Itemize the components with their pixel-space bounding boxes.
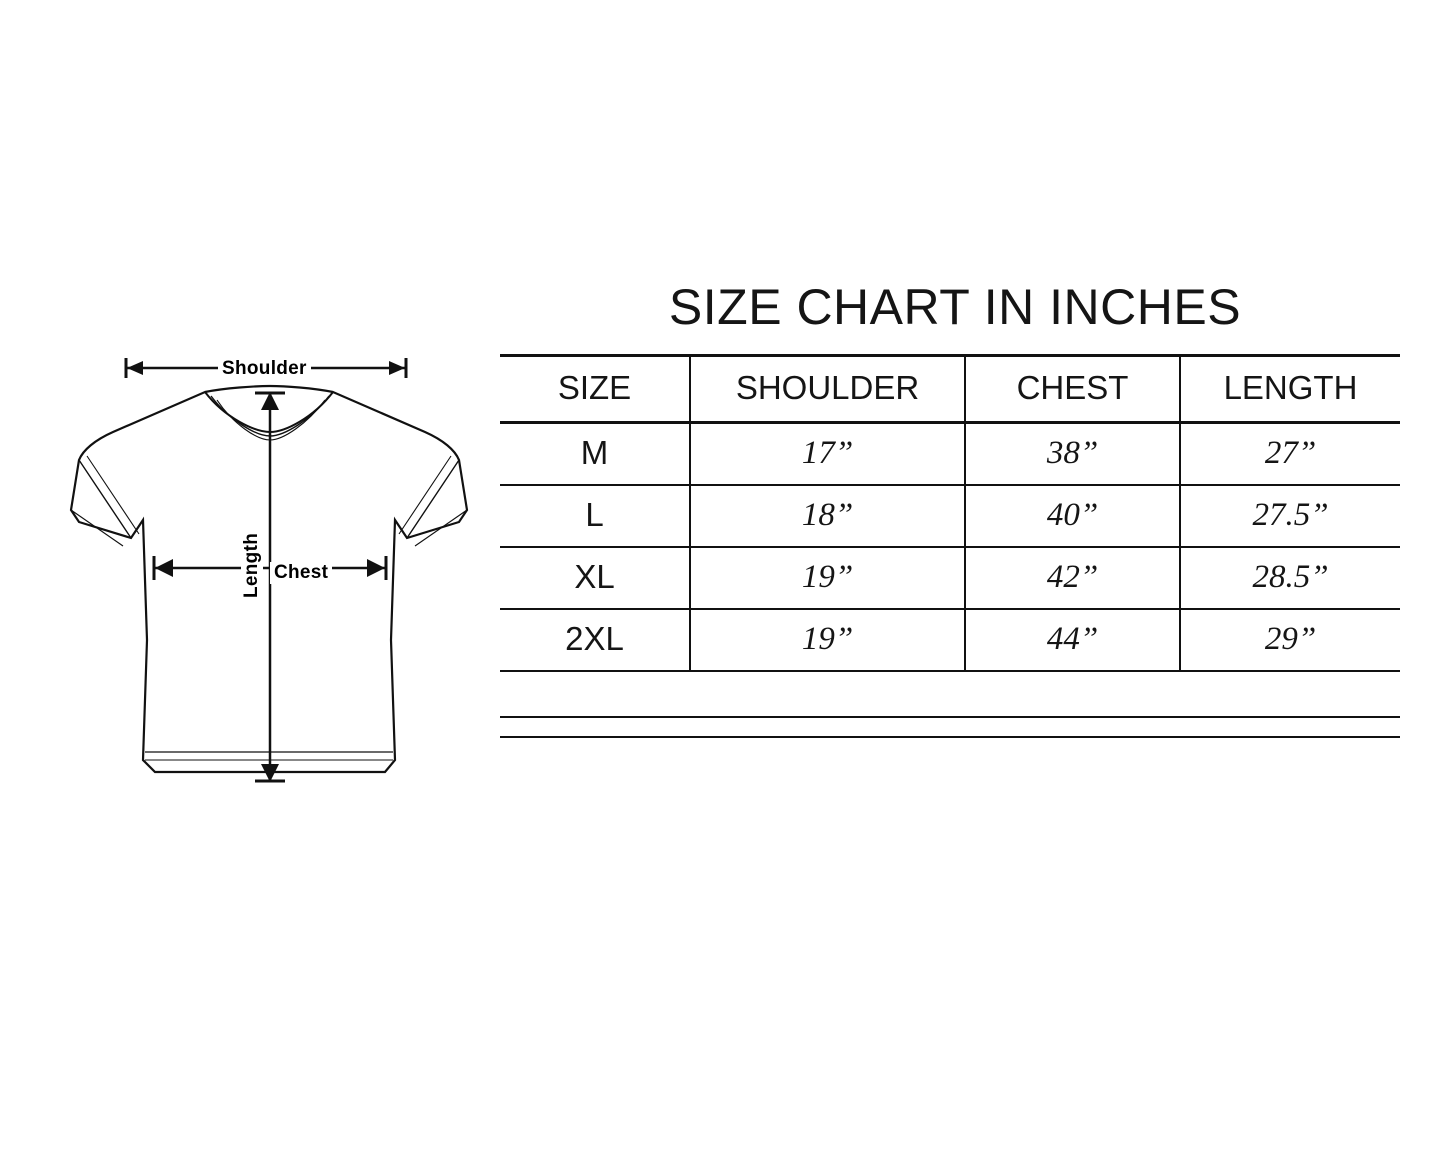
- table-row: [500, 423, 1400, 486]
- size-chart-panel: [500, 278, 1400, 798]
- column-header-size: SIZE: [500, 356, 690, 423]
- table-footer-rule-2: [500, 736, 1400, 738]
- cell-size: XL: [500, 547, 690, 609]
- cell-size: 2XL: [500, 609, 690, 671]
- tshirt-measurement-diagram: [55, 340, 485, 820]
- table-footer-rule-1: [500, 716, 1400, 718]
- column-header-shoulder: SHOULDER: [690, 356, 965, 423]
- cell-chest: 38”: [965, 423, 1180, 486]
- cell-size: M: [500, 423, 690, 486]
- table-row: [500, 609, 1400, 671]
- table-body: [500, 423, 1400, 672]
- table-row: [500, 547, 1400, 609]
- table-header: [500, 356, 1400, 423]
- cell-shoulder: 19”: [690, 547, 965, 609]
- cell-chest: 44”: [965, 609, 1180, 671]
- shoulder-dimension-label: Shoulder: [218, 358, 311, 380]
- column-header-chest: CHEST: [965, 356, 1180, 423]
- cell-shoulder: 19”: [690, 609, 965, 671]
- cell-chest: 42”: [965, 547, 1180, 609]
- chart-title: SIZE CHART IN INCHES: [668, 279, 1242, 335]
- cell-shoulder: 17”: [690, 423, 965, 486]
- table-header-row: [500, 356, 1400, 423]
- cell-shoulder: 18”: [690, 485, 965, 547]
- chest-dimension-label: Chest: [270, 562, 332, 584]
- cell-chest: 40”: [965, 485, 1180, 547]
- size-chart-table: [500, 354, 1400, 672]
- cell-length: 27”: [1180, 423, 1400, 486]
- table-row: [500, 485, 1400, 547]
- length-dimension-label: Length: [241, 529, 263, 602]
- column-header-length: LENGTH: [1180, 356, 1400, 423]
- cell-length: 29”: [1180, 609, 1400, 671]
- cell-length: 28.5”: [1180, 547, 1400, 609]
- cell-length: 27.5”: [1180, 485, 1400, 547]
- cell-size: L: [500, 485, 690, 547]
